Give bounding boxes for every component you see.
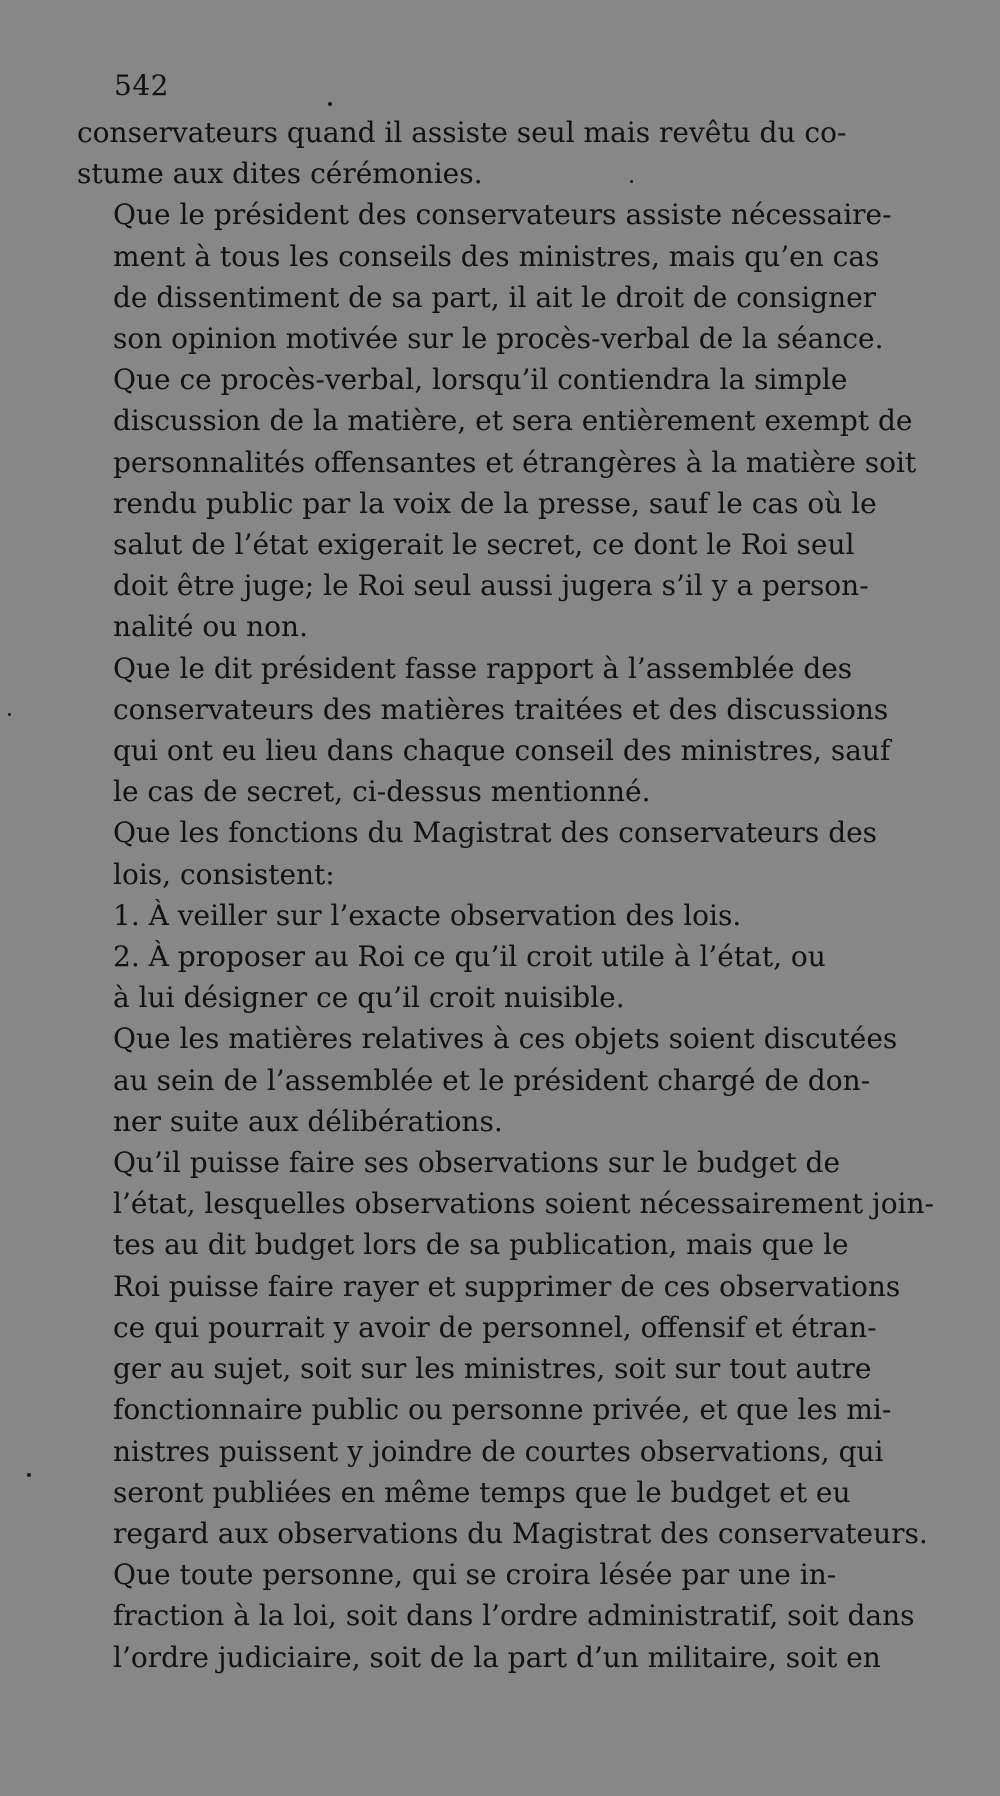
scan-speck (328, 102, 332, 106)
text-line: ger au sujet, soit sur les ministres, soit sur tout autre (113, 1352, 872, 1386)
text-line: Que le président des conservateurs assiste nécessaire- (113, 198, 892, 232)
paragraph (77, 812, 937, 894)
text-line: Que le dit président fasse rapport à l’assemblée des (113, 651, 853, 685)
paragraph (77, 1018, 937, 1142)
text-line: tes au dit budget lors de sa publication, mais que le (113, 1228, 849, 1262)
text-body (77, 112, 937, 1678)
text-line: conservateurs quand il assiste seul mais revêtu du co- (77, 116, 847, 149)
page-number: 542 (114, 69, 169, 102)
text-line: à lui désigner ce qu’il croit nuisible. (113, 981, 625, 1015)
text-line: fraction à la loi, soit dans l’ordre administratif, soit dans (113, 1599, 915, 1633)
scan-speck (27, 1473, 31, 1477)
paragraph (77, 194, 937, 359)
text-line: 2. À proposer au Roi ce qu’il croit utile à l’état, ou (113, 940, 826, 974)
text-line: seront publiées en même temps que le budget et eu (113, 1475, 851, 1509)
text-line: nistres puissent y joindre de courtes observations, qui (113, 1434, 884, 1468)
text-line: qui ont eu lieu dans chaque conseil des ministres, sauf (113, 734, 891, 768)
text-line: Qu’il puisse faire ses observations sur le budget de (113, 1146, 841, 1180)
text-line: stume aux dites cérémonies. (77, 157, 483, 191)
text-line: Que les matières relatives à ces objets soient discutées (113, 1022, 898, 1056)
text-line: au sein de l’assemblée et le président chargé de don- (113, 1063, 871, 1097)
paragraph (77, 648, 937, 813)
text-line: nalité ou non. (113, 610, 308, 644)
page-body (77, 66, 937, 1678)
text-line: rendu public par la voix de la presse, sauf le cas où le (113, 486, 877, 520)
paragraph (77, 936, 937, 1018)
text-line: personnalités offensantes et étrangères à la matière soit (113, 445, 917, 479)
paragraph (77, 1554, 937, 1678)
text-line: ner suite aux délibérations. (113, 1104, 503, 1138)
text-line: discussion de la matière, et sera entièrement exempt de (113, 404, 913, 438)
text-line: de dissentiment de sa part, il ait le droit de consigner (113, 280, 877, 314)
text-line: Roi puisse faire rayer et supprimer de ces observations (113, 1269, 901, 1303)
text-line: Que toute personne, qui se croira lésée par une in- (113, 1558, 837, 1592)
scan-speck (630, 180, 633, 183)
paragraph (77, 1142, 937, 1554)
text-line: salut de l’état exigerait le secret, ce dont le Roi seul (113, 528, 855, 562)
scan-speck (8, 713, 11, 716)
text-line: regard aux observations du Magistrat des conservateurs. (113, 1516, 928, 1550)
text-line: conservateurs des matières traitées et des discussions (113, 692, 889, 726)
text-line: ment à tous les conseils des ministres, mais qu’en cas (113, 239, 880, 273)
text-line: 1. À veiller sur l’exacte observation des lois. (113, 898, 742, 932)
text-line: ce qui pourrait y avoir de personnel, offensif et étran- (113, 1310, 877, 1344)
text-line: Que les fonctions du Magistrat des conservateurs des (113, 816, 878, 850)
text-line: lois, consistent: (113, 857, 335, 891)
text-line: doit être juge; le Roi seul aussi jugera s’il y a person- (113, 569, 869, 603)
text-line: son opinion motivée sur le procès-verbal de la séance. (113, 322, 884, 356)
text-line: l’ordre judiciaire, soit de la part d’un militaire, soit en (113, 1640, 881, 1674)
text-line: Que ce procès-verbal, lorsqu’il contiendra la simple (113, 363, 848, 397)
text-line: le cas de secret, ci-dessus mentionné. (113, 775, 651, 809)
paragraph (77, 359, 937, 647)
text-line: fonctionnaire public ou personne privée, et que les mi- (113, 1393, 892, 1427)
paragraph (77, 895, 937, 936)
paragraph (77, 112, 937, 194)
text-line: l’état, lesquelles observations soient nécessairement join- (113, 1187, 935, 1221)
